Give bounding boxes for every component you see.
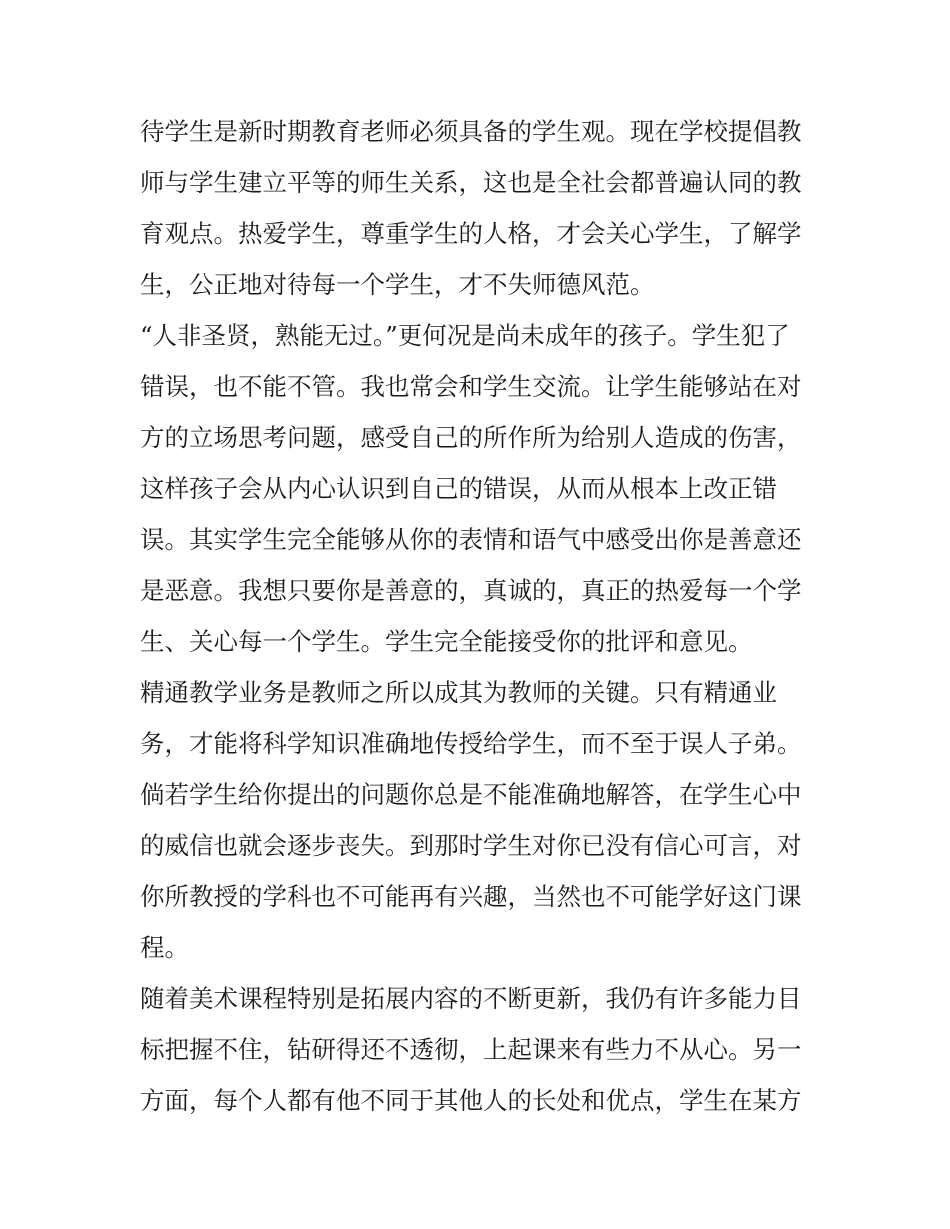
text-line: 误。其实学生完全能够从你的表情和语气中感受出你是善意还 xyxy=(140,525,802,554)
text-line: 倘若学生给你提出的问题你总是不能准确地解答，在学生心中 xyxy=(140,780,802,809)
text-line: 错误，也不能不管。我也常会和学生交流。让学生能够站在对 xyxy=(140,372,802,401)
text-line: 待学生是新时期教育老师必须具备的学生观。现在学校提倡教 xyxy=(140,117,802,146)
body-text xyxy=(140,106,820,1126)
text-line: 精通教学业务是教师之所以成其为教师的关键。只有精通业 xyxy=(140,678,777,707)
text-line: 标把握不住，钻研得还不透彻，上起课来有些力不从心。另一 xyxy=(140,1035,802,1064)
text-line: 的威信也就会逐步丧失。到那时学生对你已没有信心可言，对 xyxy=(140,831,802,860)
text-line: “人非圣贤，熟能无过。”更何况是尚未成年的孩子。学生犯了 xyxy=(140,321,790,350)
text-line: 方面，每个人都有他不同于其他人的长处和优点，学生在某方 xyxy=(140,1086,802,1115)
text-line: 随着美术课程特别是拓展内容的不断更新，我仍有许多能力目 xyxy=(140,984,802,1013)
text-line: 你所教授的学科也不可能再有兴趣，当然也不可能学好这门课 xyxy=(140,882,802,911)
text-line: 生，公正地对待每一个学生，才不失师德风范。 xyxy=(140,270,655,299)
text-line: 程。 xyxy=(140,933,189,962)
text-line: 这样孩子会从内心认识到自己的错误，从而从根本上改正错 xyxy=(140,474,777,503)
text-line: 师与学生建立平等的师生关系，这也是全社会都普遍认同的教 xyxy=(140,168,802,197)
text-line: 育观点。热爱学生，尊重学生的人格，才会关心学生，了解学 xyxy=(140,219,802,248)
text-line: 是恶意。我想只要你是善意的，真诚的，真正的热爱每一个学 xyxy=(140,576,802,605)
text-line: 方的立场思考问题，感受自己的所作所为给别人造成的伤害， xyxy=(140,423,802,452)
text-line: 务，才能将科学知识准确地传授给学生，而不至于误人子弟。 xyxy=(140,729,802,758)
text-line: 生、关心每一个学生。学生完全能接受你的批评和意见。 xyxy=(140,627,753,656)
